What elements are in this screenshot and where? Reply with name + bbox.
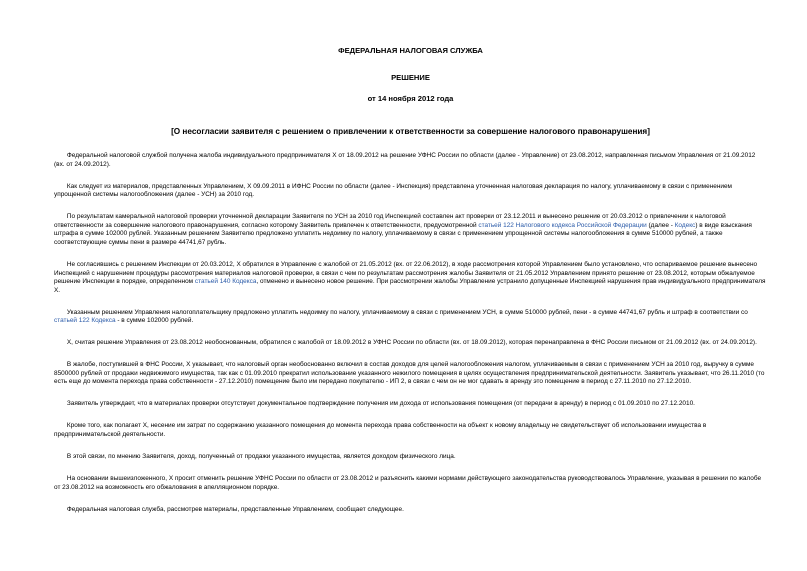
paragraph: Федеральная налоговая служба, рассмотрев материалы, представленные Управлением, сообщает следующее. — [66, 505, 404, 513]
document-type: РЕШЕНИЕ — [391, 73, 430, 82]
paragraph: В жалобе, поступившей в ФНС России, Х указывает, что налоговый орган необоснованно включил в состав доходов для целей налогообложения налогом, уплачиваемым в связи с применением УСН за 2010 год, выручку в сумме 8500000 рублей от продажи недвижимого имущества, так как с 01.09.2010 прекратил использование указанного нежилого помещения в целях осуществления предпринимательской деятельности. Заявитель указывает, что 26.11.2010 (то есть еще до момента перехода права собственности - 27.12.2010) помещение было им передано покупателю - ИП 2, в связи с чем он не мог сдавать в аренду это помещение в период с 27.11.2010 по 27.12.2010. — [54, 361, 765, 386]
document-date: от 14 ноября 2012 года — [367, 94, 454, 103]
link-article-140-code[interactable]: статьей 140 Кодекса — [194, 278, 257, 286]
paragraph: По результатам камеральной налоговой проверки уточненной декларации Заявителя по УСН за 2010 год Инспекцией составлен акт проверки от 23.12.2011 и вынесено решение от 20.03.2012 о привлечении к налоговой ответственности за совершение налогового правонарушения, согласно которому Заявитель привлечен к ответственности, предусмотренной статьей 122 Налогового кодекса Российской Федерации (далее - Кодекс) в виде взыскания штрафа в сумме 102000 рублей. Указанным решением Заявителю предложено уплатить недоимку по налогу, уплачиваемому в связи с применением упрощенной системы налогообложения в сумме 510000 рублей, а также соответствующие суммы пени в размере 44741,67 рубль. — [54, 213, 752, 246]
link-article-122-code[interactable]: статьей 122 Кодекса — [54, 317, 116, 325]
paragraph: Х, считая решение Управления от 23.08.2012 необоснованным, обратился с жалобой от 18.09.2012 в УФНС России по области (вх. от 18.09.2012), которая перенаправлена в ФНС России письмом от 21.09.2012 (вх. от 24.09.2012). — [66, 339, 757, 347]
document-subject: [О несогласии заявителя с решением о привлечении к ответственности за совершение налогового правонарушения] — [171, 127, 650, 136]
paragraph: На основании вышеизложенного, Х просит отменить решение УФНС России по области от 23.08.2012 и разъяснить какими нормами действующего законодательства руководствовалось Управление, указывая в решении по жалобе от 23.08.2012 на возможность его обжалования в апелляционном порядке. — [54, 474, 762, 491]
paragraph: В этой связи, по мнению Заявителя, доход, полученный от продажи указанного имущества, является доходом физического лица. — [66, 452, 456, 460]
paragraph: Как следует из материалов, представленных Управлением, Х 09.09.2011 в ИФНС России по области (далее - Инспекция) представлена уточненная налоговая декларация по налогу, уплачиваемому в связи с применением упрощенной системы налогообложения (далее - УСН) за 2010 год. — [54, 182, 732, 199]
paragraph: Указанным решением Управления налогоплательщику предложено уплатить недоимку по налогу, уплачиваемому в связи с применением УСН, в сумме 510000 рублей, пени - в сумме 44741,67 рубль и штраф в соответствии со статьей 122 Кодекса - в сумме 102000 рублей. — [54, 308, 748, 325]
paragraph: Не согласившись с решением Инспекции от 20.03.2012, Х обратился в Управление с жалобой от 21.05.2012 (вх. от 22.06.2012), в ходе рассмотрения которой Управлением было установлено, что оспариваемое решение вынесено Инспекцией с нарушением процедуры рассмотрения материалов налоговой проверки, в связи с чем по результатам рассмотрения жалобы Заявителя от 21.05.2012 Управлением принято решение от 23.08.2012, которым обжалуемое решение Инспекции в порядке, определенном статьей 140 Кодекса, отменено и вынесено новое решение. При рассмотрении жалобы Управление устранило допущенные Инспекцией нарушения прав индивидуального предпринимателя Х. — [54, 260, 766, 294]
document-body — [54, 152, 767, 514]
paragraph: Заявитель утверждает, что в материалах проверки отсутствует документальное подтверждение получения им дохода от использования помещения (от передачи в аренду) в период с 01.09.2010 по 27.12.2010. — [66, 400, 695, 408]
agency-title: ФЕДЕРАЛЬНАЯ НАЛОГОВАЯ СЛУЖБА — [338, 46, 483, 55]
link-article-122-tax-code[interactable]: статьей 122 Налогового кодекса Российской Федерации — [478, 221, 647, 229]
paragraph: Федеральной налоговой службой получена жалоба индивидуального предпринимателя Х от 18.09.2012 на решение УФНС России по области (далее - Управление) от 23.08.2012, направленная письмом Управления от 21.09.2012 (вх. от 24.09.2012). — [54, 152, 756, 168]
paragraph: Кроме того, как полагает Х, несение им затрат по содержанию указанного помещения до момента перехода права собственности на объект к новому владельцу не свидетельствует об использовании имущества в предпринимательской деятельности. — [54, 422, 707, 438]
link-code[interactable]: Кодекс — [674, 221, 696, 229]
